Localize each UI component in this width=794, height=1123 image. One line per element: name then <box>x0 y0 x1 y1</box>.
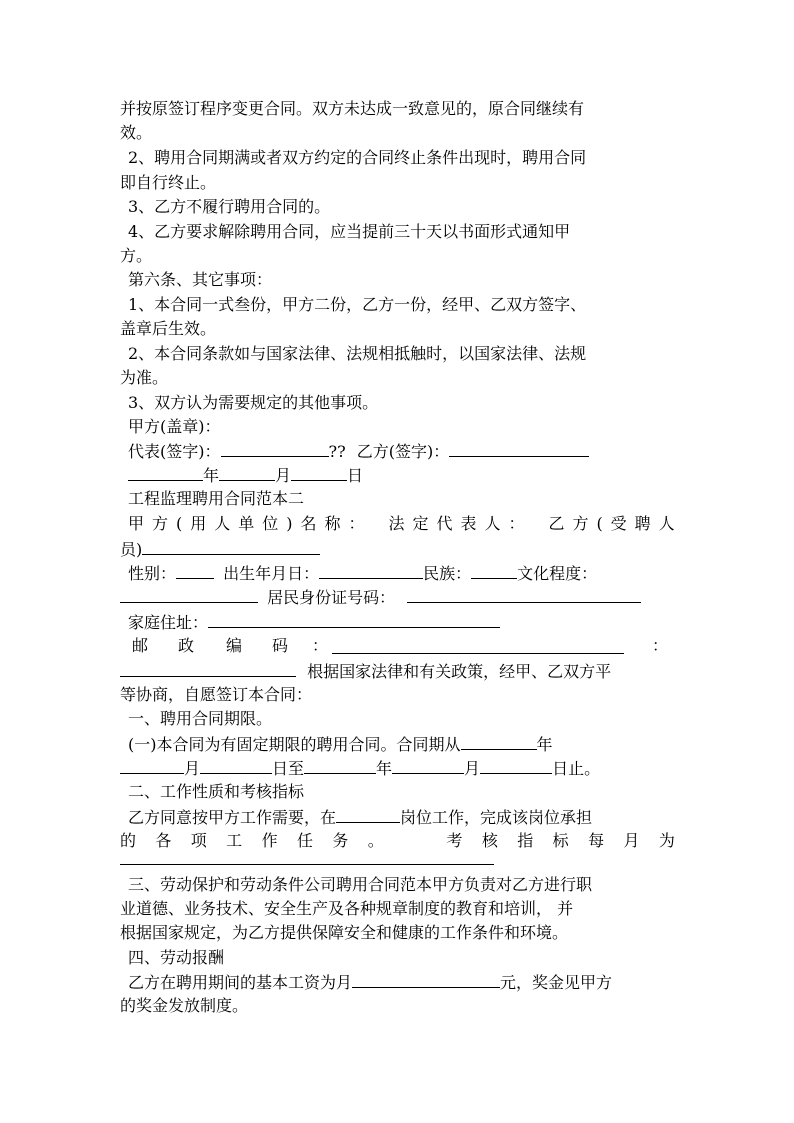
day-blank[interactable] <box>291 463 347 481</box>
gender-blank[interactable] <box>176 561 214 579</box>
id-number-label: 居民身份证号码： <box>267 588 396 607</box>
post-blank[interactable] <box>336 805 400 823</box>
ethnic-label: 民族： <box>423 564 472 583</box>
term-end-month-blank[interactable] <box>392 756 464 774</box>
party-b-sign-blank[interactable] <box>449 439 589 457</box>
month-blank[interactable] <box>219 463 275 481</box>
paragraph-line: 根据国家规定，为乙方提供保障安全和健康的工作条件和环境。 <box>120 923 569 942</box>
article-six-heading: 第六条、其它事项： <box>128 270 273 289</box>
year-blank[interactable] <box>128 463 203 481</box>
paragraph-line: 并按原签订程序变更合同。双方未达成一致意见的，原合同继续有 <box>120 99 585 118</box>
date-line <box>128 463 683 487</box>
year-label: 年 <box>203 466 220 485</box>
address-label: 家庭住址： <box>128 613 209 632</box>
law-basis-line <box>120 659 675 683</box>
employee-label-end: 员) <box>120 540 143 559</box>
address-blank[interactable] <box>208 610 500 628</box>
term-end-day-blank[interactable] <box>480 756 552 774</box>
address-line <box>128 610 683 634</box>
postal-code-line: 邮 政 编 码 ： ： <box>132 636 669 655</box>
birth-blank[interactable] <box>319 561 423 579</box>
paragraph-line: 等协商，自愿签订本合同： <box>120 685 313 704</box>
month-label: 月 <box>275 466 292 485</box>
paragraph-line: 效。 <box>120 123 153 142</box>
signature-line <box>128 439 683 463</box>
paragraph-line: 方。 <box>120 246 153 265</box>
education-label: 文化程度： <box>517 564 598 583</box>
clause-4-line: 4、乙方要求解除聘用合同，应当提前三十天以书面形式通知甲 <box>128 222 571 241</box>
section-one-heading: 一、聘用合同期限。 <box>128 709 273 728</box>
assessment-blank[interactable] <box>120 864 494 865</box>
sample-two-heading: 工程监理聘用合同范本二 <box>128 489 305 508</box>
party-a-seal-label: 甲方(盖章)： <box>128 417 221 436</box>
day-label: 日 <box>347 466 364 485</box>
clause-3-line: 3、乙方不履行聘用合同的。 <box>128 197 331 216</box>
post-line: 乙方同意按甲方工作需要，在 岗位工作，完成该岗位承担 <box>128 805 675 829</box>
law-basis-text: 根据国家法律和有关政策，经甲、乙双方平 <box>307 662 612 681</box>
clause-3-line: 3、双方认为需要规定的其他事项。 <box>128 393 379 412</box>
section-three-line: 三、劳动保护和劳动条件公司聘用合同范本甲方负责对乙方进行职 <box>128 875 593 894</box>
postal-code-blank[interactable] <box>332 636 624 654</box>
parties-line: 甲 方 ( 用 人 单 位 ) 名 称 ： 法 定 代 表 人 ： 乙 方 ( 受 聘 人 <box>128 514 675 533</box>
paragraph-line: 业道德、业务技术、安全生产及各种规章制度的教育和培训， 并 <box>120 899 574 918</box>
term-start-month-blank[interactable] <box>120 756 184 774</box>
section-two-heading: 二、工作性质和考核指标 <box>128 782 305 801</box>
party-b-sign-label: 乙方(签字)： <box>356 442 450 461</box>
gender-label: 性别： <box>128 564 177 583</box>
representative-label: 代表(签字)： <box>128 442 221 461</box>
employee-line <box>120 537 675 561</box>
representative-blank[interactable] <box>221 439 329 457</box>
birth-label: 出生年月日： <box>223 564 320 583</box>
fixed-term-text: (一)本合同为有固定期限的聘用合同。合同期从 <box>128 735 461 754</box>
paragraph-line: 盖章后生效。 <box>120 319 217 338</box>
personal-info-line <box>128 561 675 585</box>
employee-blank[interactable] <box>142 537 320 555</box>
term-start-year-blank[interactable] <box>461 732 537 750</box>
salary-line: 乙方在聘用期间的基本工资为月 元，奖金见甲方 <box>128 970 675 994</box>
tasks-line: 的 各 项 工 作 任 务 。 考 核 指 标 每 月 为 <box>120 831 675 850</box>
paragraph-line: 的奖金发放制度。 <box>120 996 249 1015</box>
term-end-year-blank[interactable] <box>304 756 376 774</box>
clause-2-line: 2、聘用合同期满或者双方约定的合同终止条件出现时，聘用合同 <box>128 148 587 167</box>
id-line <box>120 585 675 609</box>
clause-2-line: 2、本合同条款如与国家法律、法规相抵触时，以国家法律、法规 <box>128 344 587 363</box>
section-four-heading: 四、劳动报酬 <box>128 948 225 967</box>
ethnic-blank[interactable] <box>471 561 517 579</box>
education-blank[interactable] <box>120 585 258 603</box>
question-marks: ?? <box>328 442 346 461</box>
term-start-day-blank[interactable] <box>200 756 272 774</box>
term-line: (一)本合同为有固定期限的聘用合同。合同期从 年 <box>128 732 675 756</box>
paragraph-line: 即自行终止。 <box>120 173 217 192</box>
clause-1-line: 1、本合同一式叁份，甲方二份，乙方一份，经甲、乙双方签字、 <box>128 295 587 314</box>
id-number-blank[interactable] <box>407 585 641 603</box>
term-dates-line: 月 日至 年 月 日止。 <box>120 756 675 780</box>
paragraph-line: 为准。 <box>120 368 169 387</box>
contact-blank[interactable] <box>120 659 296 677</box>
salary-blank[interactable] <box>352 970 500 988</box>
